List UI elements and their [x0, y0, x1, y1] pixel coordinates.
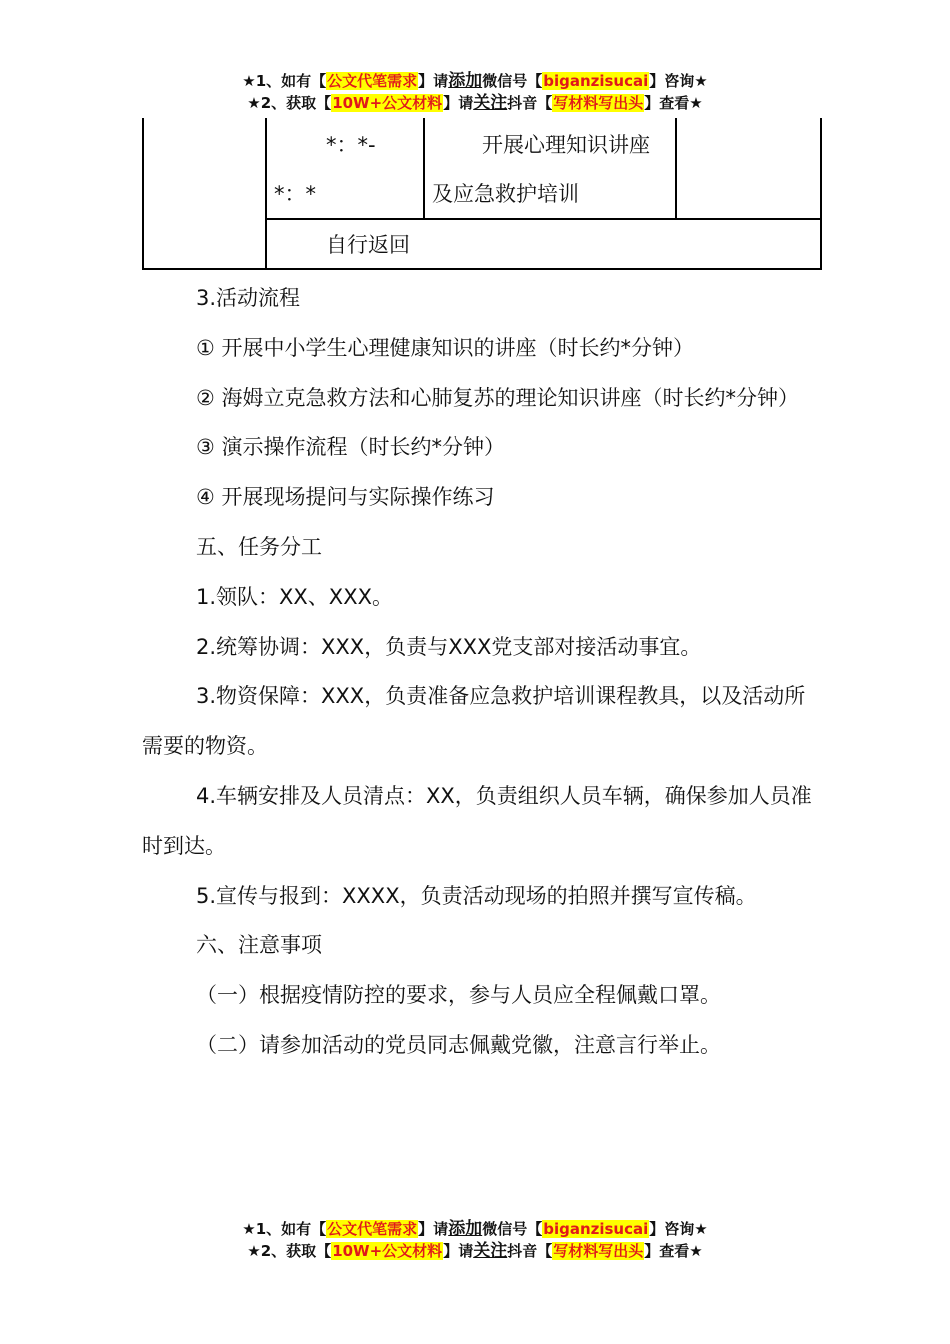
paragraph: 3.物资保障：XXX，负责准备应急救护培训课程教具，以及活动所需要的物资。 — [142, 684, 806, 759]
banner-text: 微信号【 — [482, 72, 543, 90]
banner-highlight: biganzisucai — [543, 72, 649, 90]
footer-banner — [0, 1218, 950, 1262]
schedule-table — [142, 118, 822, 270]
paragraph: 4.车辆安排及人员清点：XX，负责组织人员车辆，确保参加人员准时到达。 — [142, 783, 812, 858]
banner-text: 】请 — [418, 1220, 449, 1238]
list-item: ④ 开展现场提问与实际操作练习 — [196, 485, 495, 510]
banner-line-1 — [0, 1218, 950, 1240]
activity-cell-line2: 及应急救护培训 — [432, 182, 579, 206]
banner-emphasis: 添加 — [448, 1219, 483, 1239]
banner-text: 】查看★ — [644, 1242, 703, 1260]
time-cell-line2: *：* — [274, 182, 316, 206]
paragraph: 1.领队：XX、XXX。 — [196, 584, 393, 609]
banner-text: ★2、获取【 — [247, 94, 332, 112]
banner-highlight: biganzisucai — [543, 1220, 649, 1238]
banner-text: 】查看★ — [644, 94, 703, 112]
banner-highlight: 10W+公文材料 — [332, 94, 443, 112]
table-border — [675, 118, 677, 219]
activity-cell-line1: 开展心理知识讲座 — [482, 133, 650, 157]
banner-line-2 — [0, 92, 950, 114]
list-item: ② 海姆立克急救方法和心肺复苏的理论知识讲座（时长约*分钟） — [196, 385, 799, 410]
banner-highlight: 写材料写出头 — [553, 1242, 644, 1260]
banner-highlight: 写材料写出头 — [553, 94, 644, 112]
banner-text: ★2、获取【 — [247, 1242, 332, 1260]
banner-text: 微信号【 — [482, 1220, 543, 1238]
banner-text: 抖音【 — [507, 1242, 553, 1260]
banner-emphasis: 关注 — [473, 93, 508, 113]
paragraph: 2.统筹协调：XXX，负责与XXX党支部对接活动事宜。 — [196, 634, 702, 659]
paragraph: （二）请参加活动的党员同志佩戴党徽，注意言行举止。 — [196, 1032, 721, 1057]
section-heading: 六、注意事项 — [196, 933, 322, 958]
banner-emphasis: 关注 — [473, 1241, 508, 1261]
subheading: 3.活动流程 — [196, 286, 301, 310]
section-heading: 五、任务分工 — [196, 534, 322, 559]
banner-highlight: 公文代笔需求 — [327, 72, 418, 90]
table-border — [142, 268, 822, 270]
header-banner — [0, 70, 950, 114]
banner-emphasis: 添加 — [448, 71, 483, 91]
table-border — [423, 118, 425, 219]
document-body — [142, 274, 812, 1071]
table-border — [820, 118, 822, 270]
banner-line-1 — [0, 70, 950, 92]
banner-text: 】请 — [418, 72, 449, 90]
table-border — [265, 118, 267, 270]
banner-line-2 — [0, 1240, 950, 1262]
time-cell-line1: *：*- — [326, 133, 376, 157]
return-cell: 自行返回 — [326, 233, 410, 257]
table-border — [142, 118, 144, 270]
banner-text: 】请 — [443, 94, 474, 112]
banner-text: 】请 — [443, 1242, 474, 1260]
banner-highlight: 公文代笔需求 — [327, 1220, 418, 1238]
banner-text: ★1、如有【 — [242, 72, 327, 90]
banner-text: 】咨询★ — [649, 1220, 708, 1238]
banner-text: 】咨询★ — [649, 72, 708, 90]
banner-text: ★1、如有【 — [242, 1220, 327, 1238]
paragraph: 5.宣传与报到：XXXX，负责活动现场的拍照并撰写宣传稿。 — [196, 883, 757, 908]
banner-highlight: 10W+公文材料 — [332, 1242, 443, 1260]
paragraph: （一）根据疫情防控的要求，参与人员应全程佩戴口罩。 — [196, 983, 721, 1008]
banner-text: 抖音【 — [507, 94, 553, 112]
list-item: ① 开展中小学生心理健康知识的讲座（时长约*分钟） — [196, 335, 694, 360]
list-item: ③ 演示操作流程（时长约*分钟） — [196, 435, 506, 460]
